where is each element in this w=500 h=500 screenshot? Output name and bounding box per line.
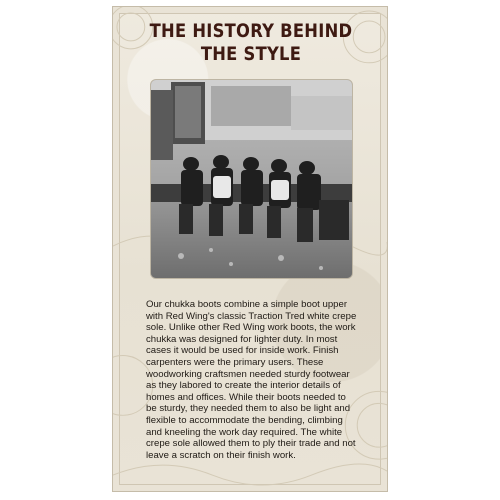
history-card [112, 6, 388, 492]
card-title: THE HISTORY BEHIND THE STYLE [149, 20, 353, 65]
history-body-text: Our chukka boots combine a simple boot upper with Red Wing's classic Traction Tred white crepe sole. Unlike other Red Wing work boots, the work chukka was designed for lighter duty. In most cases it would be used for inside work. Finish carpenters were the primary users. These woodworking craftsmen needed sturdy footwear as they labored to create the interior details of homes and offices. While their boots needed to be sturdy, they needed them to also be light and flexible to accommodate the bending, climbing and kneeling the work day required. The white crepe sole allowed them to ply their trade and not leave a scratch on their finish work. [146, 299, 357, 461]
vintage-workers-photo [150, 79, 353, 279]
